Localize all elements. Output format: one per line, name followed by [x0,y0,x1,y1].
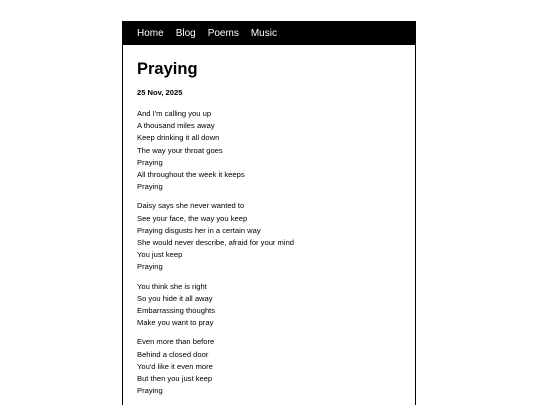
top-nav [123,22,415,45]
poem-line: But then you just keep [137,374,213,384]
stanza-3 [137,281,401,330]
poem-line: See your face, the way you keep [137,213,248,223]
poem-line: Keep drinking it all down [137,133,220,143]
poem-line: Praying [137,182,163,192]
poem-line: All throughout the week it keeps [137,170,245,180]
nav-blog-link[interactable]: Blog [175,28,196,39]
poem-line: Praying [137,386,163,396]
poem-line: Behind a closed door [137,349,209,359]
poem-line: Daisy says she never wanted to [137,201,245,211]
poem-line: So you hide it all away [137,293,213,303]
poem-line: And I'm calling you up [137,109,212,118]
nav-poems-link[interactable]: Poems [207,28,239,39]
poem-line: She would never describe, afraid for your mind [137,238,295,248]
stanza-1 [137,108,401,193]
poem-line: You think she is right [137,281,207,291]
nav-music-link[interactable]: Music [250,28,277,39]
nav-home-link[interactable]: Home [137,28,164,39]
poem-line: Embarrassing thoughts [137,306,216,316]
poem-line: You'd like it even more [137,361,213,371]
poem-line: Praying disgusts her in a certain way [137,225,261,235]
poem-line: A thousand miles away [137,121,215,131]
poem-line: You just keep [137,250,183,260]
poem-line: Even more than before [137,337,215,347]
poem-line: Praying [137,262,163,272]
post-title: Praying [137,60,198,78]
post-content [123,59,415,397]
stanza-4 [137,336,401,397]
poem-line: Make you want to pray [137,318,214,328]
poem-line: The way your throat goes [137,145,223,155]
stanza-2 [137,200,401,273]
poem-line: Praying [137,157,163,167]
post-date: 25 Nov, 2025 [137,88,183,97]
page-container [122,21,416,405]
